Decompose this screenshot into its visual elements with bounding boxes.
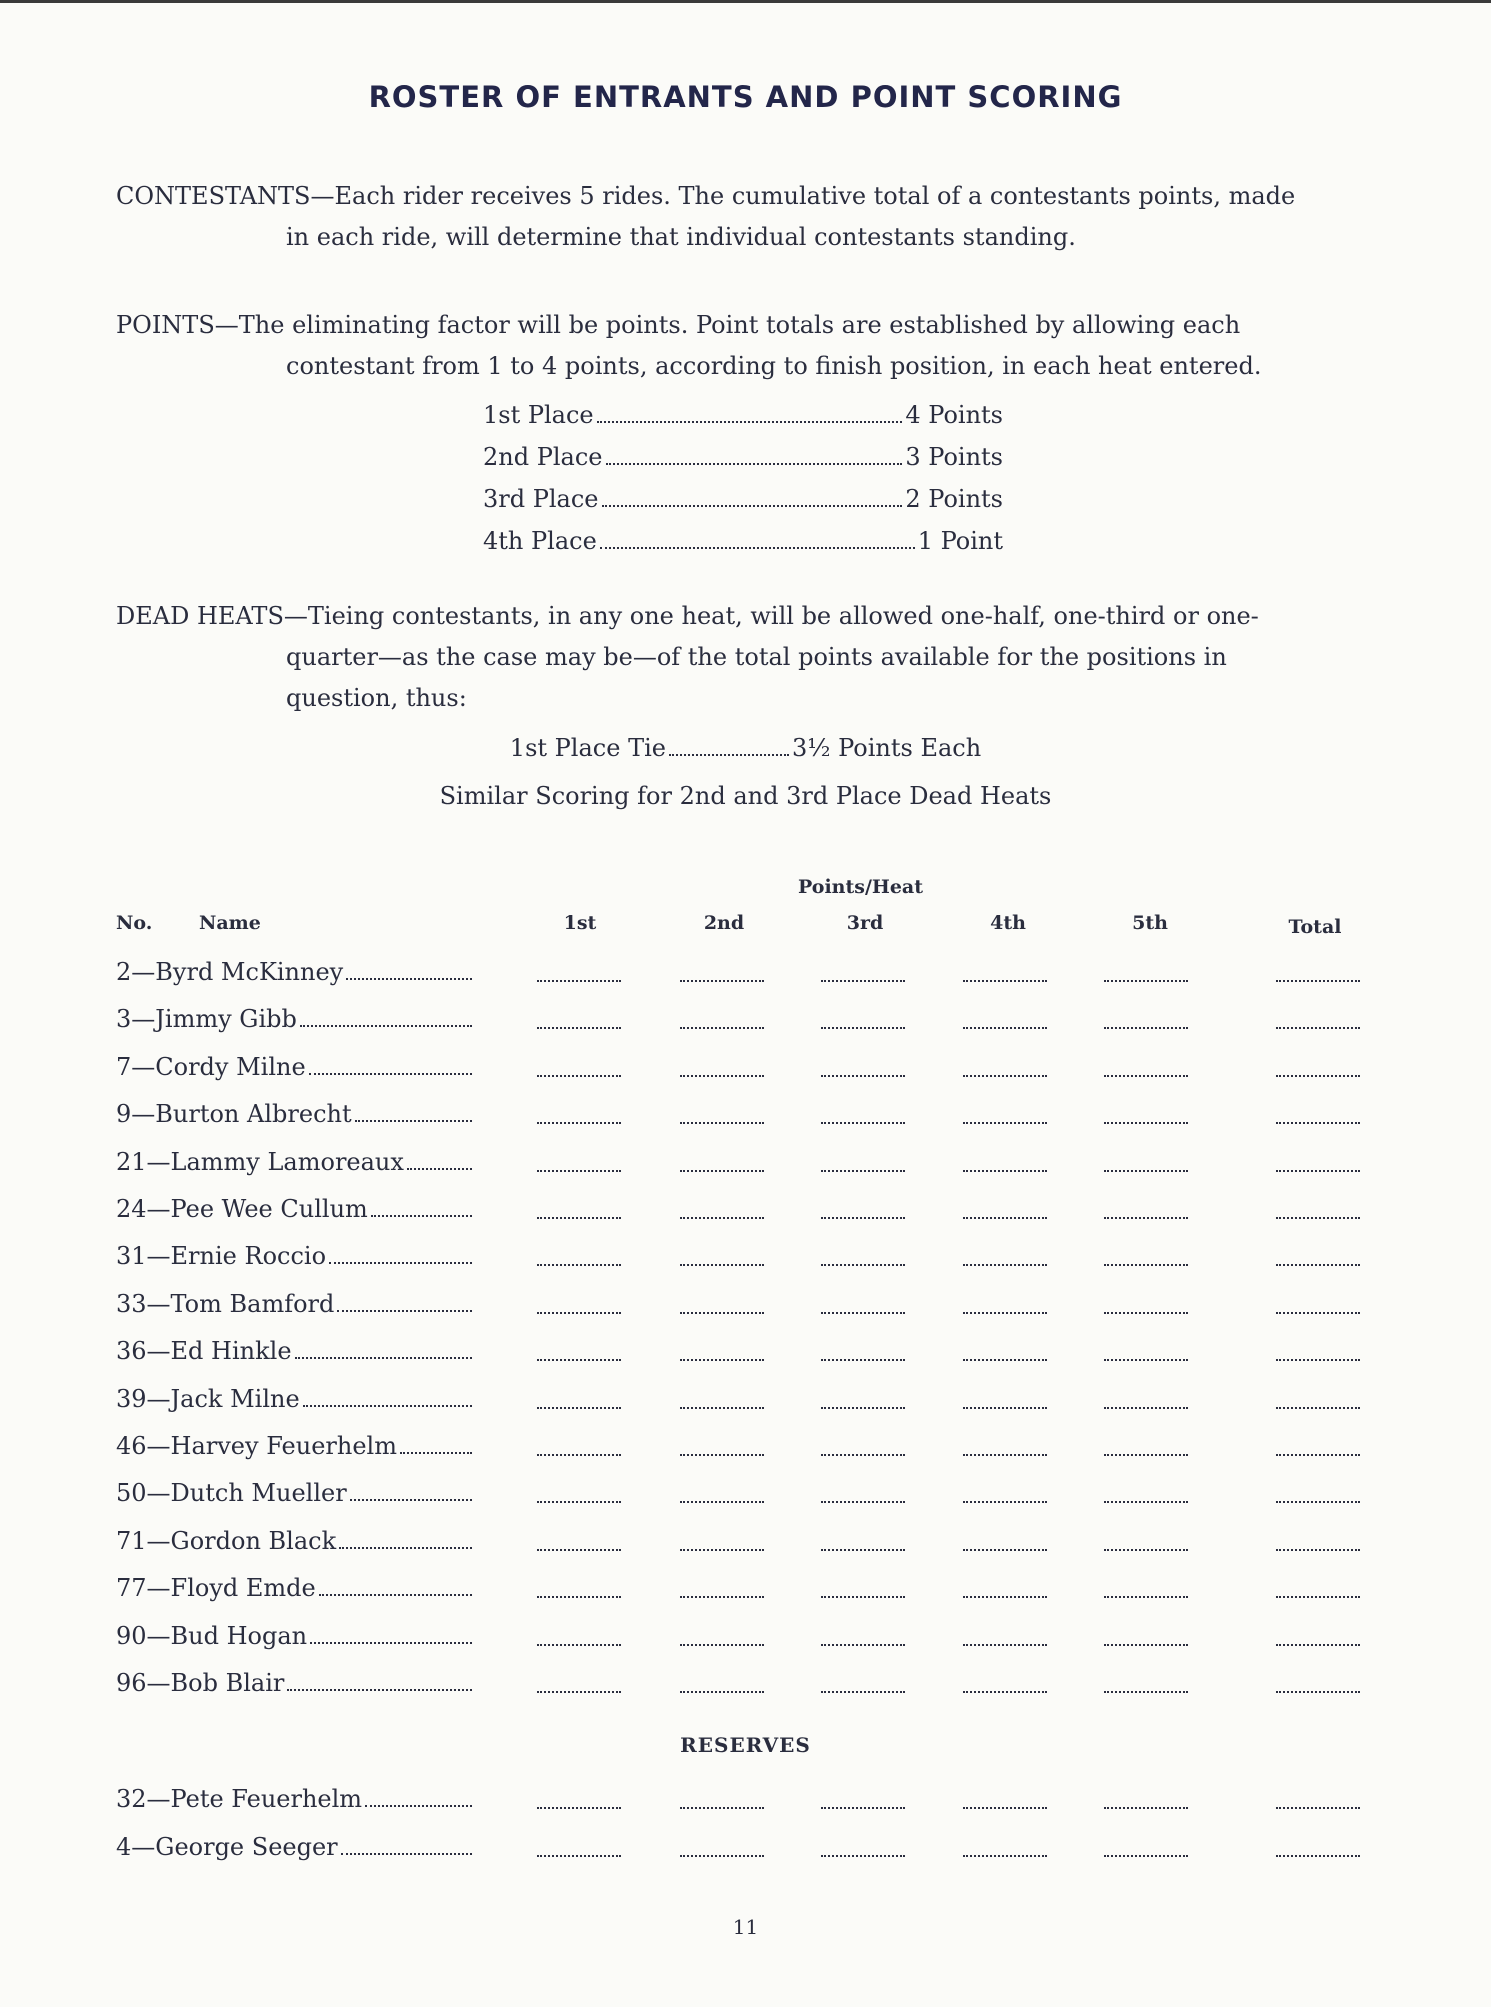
heat-points-blank[interactable] bbox=[1104, 1691, 1188, 1693]
heat-points-blank[interactable] bbox=[537, 1359, 621, 1361]
entrant-name: 2—Byrd McKinney bbox=[116, 958, 344, 986]
heat-points-blank[interactable] bbox=[821, 980, 905, 982]
roster-row bbox=[0, 1242, 1491, 1282]
leader-dots bbox=[371, 1215, 472, 1217]
leader-dots bbox=[600, 547, 915, 549]
heat-points-blank[interactable] bbox=[537, 1217, 621, 1219]
heat-points-blank[interactable] bbox=[1104, 1075, 1188, 1077]
dead-heats-text-2: quarter—as the case may be—of the total points available for the positions in bbox=[286, 643, 1227, 671]
dead-heats-label: DEAD HEATS bbox=[116, 602, 284, 630]
heat-points-blank[interactable] bbox=[963, 1217, 1047, 1219]
contestants-text-2: in each ride, will determine that individual contestants standing. bbox=[286, 223, 1076, 251]
heat-points-blank[interactable] bbox=[963, 1407, 1047, 1409]
total-points-blank[interactable] bbox=[1276, 1075, 1360, 1077]
heat-points-blank[interactable] bbox=[1104, 1454, 1188, 1456]
leader-dots bbox=[339, 1547, 472, 1549]
scale-row bbox=[483, 478, 1003, 520]
heat-points-blank[interactable] bbox=[537, 1501, 621, 1503]
page-title: ROSTER OF ENTRANTS AND POINT SCORING bbox=[368, 80, 1123, 114]
heat-points-blank[interactable] bbox=[1104, 1644, 1188, 1646]
entrant-name: 32—Pete Feuerhelm bbox=[116, 1785, 363, 1813]
roster-row bbox=[0, 1100, 1491, 1140]
leader-dots bbox=[295, 1357, 472, 1359]
entrant-name-cell bbox=[116, 1385, 472, 1413]
entrant-name-cell bbox=[116, 1833, 472, 1861]
heat-points-blank[interactable] bbox=[1104, 1807, 1188, 1809]
entrant-name: 4—George Seeger bbox=[116, 1833, 338, 1861]
entrant-name-cell bbox=[116, 1527, 472, 1555]
heat-points-blank[interactable] bbox=[680, 1027, 764, 1029]
entrant-name-cell bbox=[116, 958, 472, 986]
heat-points-blank[interactable] bbox=[963, 1454, 1047, 1456]
heat-points-blank[interactable] bbox=[1104, 1359, 1188, 1361]
leader-dots bbox=[350, 1499, 472, 1501]
points-scale bbox=[483, 394, 1003, 562]
heat-points-blank[interactable] bbox=[1104, 1501, 1188, 1503]
entrant-name: 90—Bud Hogan bbox=[116, 1621, 308, 1650]
heat-points-blank[interactable] bbox=[963, 1644, 1047, 1646]
roster-row bbox=[0, 1337, 1491, 1377]
heat-points-blank[interactable] bbox=[963, 1691, 1047, 1693]
top-rule bbox=[0, 0, 1491, 3]
heat-points-blank[interactable] bbox=[537, 1122, 621, 1124]
heat-points-blank[interactable] bbox=[1104, 1170, 1188, 1172]
scale-points: 3 Points bbox=[905, 443, 1003, 471]
heat-points-blank[interactable] bbox=[963, 1359, 1047, 1361]
heat-points-blank[interactable] bbox=[537, 1407, 621, 1409]
heat-points-blank[interactable] bbox=[537, 1691, 621, 1693]
heat-points-blank[interactable] bbox=[680, 1407, 764, 1409]
heat-points-blank[interactable] bbox=[963, 1549, 1047, 1551]
contestants-label: CONTESTANTS bbox=[116, 182, 311, 210]
tie-place: 1st Place Tie bbox=[509, 734, 666, 762]
heat-points-blank[interactable] bbox=[963, 1501, 1047, 1503]
dead-heats-text-3: question, thus: bbox=[286, 684, 467, 712]
contestants-text-1: —Each rider receives 5 rides. The cumulative total of a contestants points, made bbox=[310, 182, 1296, 210]
roster-row bbox=[0, 1479, 1491, 1519]
entrant-name-cell bbox=[116, 1479, 472, 1507]
leader-dots bbox=[303, 1405, 472, 1407]
leader-dots bbox=[407, 1168, 472, 1170]
heat-points-blank[interactable] bbox=[821, 1691, 905, 1693]
leader-dots bbox=[310, 1642, 472, 1644]
heat-points-blank[interactable] bbox=[821, 1807, 905, 1809]
heat-points-blank[interactable] bbox=[821, 1170, 905, 1172]
total-points-blank[interactable] bbox=[1276, 1501, 1360, 1503]
heat-points-blank[interactable] bbox=[680, 1807, 764, 1809]
heat-2-header: 2nd bbox=[703, 912, 745, 934]
heat-points-blank[interactable] bbox=[1104, 1407, 1188, 1409]
total-header: Total bbox=[1288, 916, 1342, 938]
leader-dots bbox=[606, 463, 903, 465]
contestants-paragraph bbox=[116, 176, 1360, 258]
total-points-blank[interactable] bbox=[1276, 1644, 1360, 1646]
leader-dots bbox=[300, 1025, 472, 1027]
entrant-name: 36—Ed Hinkle bbox=[116, 1337, 292, 1366]
heat-points-blank[interactable] bbox=[963, 1807, 1047, 1809]
heat-points-blank[interactable] bbox=[963, 1312, 1047, 1314]
roster-row bbox=[0, 1385, 1491, 1425]
heat-5-header: 5th bbox=[1132, 912, 1168, 934]
heat-points-blank[interactable] bbox=[680, 1217, 764, 1219]
heat-points-blank[interactable] bbox=[821, 1027, 905, 1029]
heat-points-blank[interactable] bbox=[537, 1264, 621, 1266]
heat-points-blank[interactable] bbox=[537, 1596, 621, 1598]
leader-dots bbox=[597, 421, 903, 423]
entrant-name: 46—Harvey Feuerhelm bbox=[116, 1432, 397, 1460]
roster-row bbox=[0, 1053, 1491, 1093]
heat-points-blank[interactable] bbox=[1104, 1217, 1188, 1219]
leader-dots bbox=[365, 1805, 472, 1807]
points-label: POINTS bbox=[116, 311, 215, 339]
roster-row bbox=[0, 958, 1491, 998]
heat-points-blank[interactable] bbox=[1104, 1855, 1188, 1857]
roster-row bbox=[0, 1005, 1491, 1045]
scale-place: 1st Place bbox=[483, 401, 594, 429]
similar-scoring-note: Similar Scoring for 2nd and 3rd Place Dead Heats bbox=[439, 782, 1052, 810]
heat-points-blank[interactable] bbox=[680, 1454, 764, 1456]
leader-dots bbox=[287, 1689, 472, 1691]
heat-points-blank[interactable] bbox=[821, 1122, 905, 1124]
page-number: 11 bbox=[732, 1915, 759, 1939]
scale-place: 2nd Place bbox=[483, 443, 603, 471]
entrant-name: 3—Jimmy Gibb bbox=[116, 1005, 297, 1034]
roster-row bbox=[0, 1148, 1491, 1188]
scale-points: 1 Point bbox=[917, 527, 1003, 555]
heat-points-blank[interactable] bbox=[821, 1549, 905, 1551]
heat-points-blank[interactable] bbox=[680, 1170, 764, 1172]
leader-dots bbox=[329, 1262, 472, 1264]
name-column-header: Name bbox=[199, 912, 261, 934]
total-points-blank[interactable] bbox=[1276, 1264, 1360, 1266]
scale-row bbox=[483, 520, 1003, 562]
heat-points-blank[interactable] bbox=[821, 1644, 905, 1646]
entrant-name-cell bbox=[116, 1242, 472, 1270]
points-text-1: —The eliminating factor will be points. Point totals are established by allowing each bbox=[214, 311, 1241, 339]
scale-points: 2 Points bbox=[905, 485, 1003, 513]
total-points-blank[interactable] bbox=[1276, 1170, 1360, 1172]
heat-points-blank[interactable] bbox=[963, 1170, 1047, 1172]
heat-points-blank[interactable] bbox=[680, 1075, 764, 1077]
heat-points-blank[interactable] bbox=[1104, 1312, 1188, 1314]
entrant-name: 21—Lammy Lamoreaux bbox=[116, 1147, 404, 1176]
roster-row bbox=[0, 1290, 1491, 1330]
heat-points-blank[interactable] bbox=[680, 1122, 764, 1124]
roster-row bbox=[0, 1574, 1491, 1614]
heat-points-blank[interactable] bbox=[680, 1501, 764, 1503]
points-text-2: contestant from 1 to 4 points, according to finish position, in each heat entered. bbox=[286, 352, 1262, 380]
heat-points-blank[interactable] bbox=[963, 1855, 1047, 1857]
heat-points-blank[interactable] bbox=[680, 1549, 764, 1551]
entrant-name: 71—Gordon Black bbox=[116, 1526, 337, 1555]
entrant-name-cell bbox=[116, 1195, 472, 1223]
entrant-name: 24—Pee Wee Cullum bbox=[116, 1195, 368, 1223]
heat-points-blank[interactable] bbox=[1104, 1264, 1188, 1266]
leader-dots bbox=[337, 1310, 472, 1312]
roster-row bbox=[0, 1527, 1491, 1567]
heat-points-blank[interactable] bbox=[537, 1312, 621, 1314]
heat-points-blank[interactable] bbox=[963, 1027, 1047, 1029]
heat-4-header: 4th bbox=[990, 912, 1026, 934]
leader-dots bbox=[355, 1120, 472, 1122]
roster-row bbox=[0, 1622, 1491, 1662]
heat-points-blank[interactable] bbox=[963, 1264, 1047, 1266]
reserve-row bbox=[0, 1833, 1491, 1873]
heat-points-blank[interactable] bbox=[537, 1170, 621, 1172]
leader-dots bbox=[669, 754, 789, 756]
heat-points-blank[interactable] bbox=[963, 1122, 1047, 1124]
heat-points-blank[interactable] bbox=[537, 1855, 621, 1857]
entrant-name-cell bbox=[116, 1337, 472, 1365]
no-column-header: No. bbox=[116, 912, 153, 934]
heat-points-blank[interactable] bbox=[680, 1312, 764, 1314]
roster-row bbox=[0, 1432, 1491, 1472]
heat-points-blank[interactable] bbox=[680, 1596, 764, 1598]
points-paragraph bbox=[116, 305, 1360, 387]
heat-points-blank[interactable] bbox=[821, 1217, 905, 1219]
leader-dots bbox=[309, 1073, 472, 1075]
heat-points-blank[interactable] bbox=[1104, 1122, 1188, 1124]
heat-points-blank[interactable] bbox=[680, 1359, 764, 1361]
entrant-name-cell bbox=[116, 1432, 472, 1460]
reserves-header: RESERVES bbox=[680, 1733, 811, 1757]
entrant-name-cell bbox=[116, 1148, 472, 1176]
tie-example bbox=[0, 734, 1491, 763]
heat-points-blank[interactable] bbox=[1104, 1027, 1188, 1029]
points-per-heat-header: Points/Heat bbox=[798, 876, 924, 898]
total-points-blank[interactable] bbox=[1276, 1359, 1360, 1361]
total-points-blank[interactable] bbox=[1276, 1549, 1360, 1551]
entrant-name: 9—Burton Albrecht bbox=[116, 1100, 352, 1129]
heat-points-blank[interactable] bbox=[963, 1596, 1047, 1598]
total-points-blank[interactable] bbox=[1276, 1807, 1360, 1809]
heat-points-blank[interactable] bbox=[821, 1407, 905, 1409]
entrant-name: 77—Floyd Emde bbox=[116, 1574, 316, 1603]
heat-points-blank[interactable] bbox=[537, 1644, 621, 1646]
dead-heats-paragraph bbox=[116, 596, 1360, 719]
heat-points-blank[interactable] bbox=[963, 1075, 1047, 1077]
leader-dots bbox=[341, 1853, 472, 1855]
leader-dots bbox=[602, 505, 903, 507]
total-points-blank[interactable] bbox=[1276, 1027, 1360, 1029]
tie-points: 3½ Points Each bbox=[791, 734, 982, 762]
entrant-name-cell bbox=[116, 1785, 472, 1813]
heat-points-blank[interactable] bbox=[537, 1027, 621, 1029]
heat-3-header: 3rd bbox=[846, 912, 884, 934]
heat-points-blank[interactable] bbox=[537, 1454, 621, 1456]
scale-points: 4 Points bbox=[905, 401, 1003, 429]
entrant-name: 96—Bob Blair bbox=[116, 1669, 285, 1697]
entrant-name: 39—Jack Milne bbox=[116, 1384, 300, 1413]
total-points-blank[interactable] bbox=[1276, 1407, 1360, 1409]
heat-points-blank[interactable] bbox=[821, 1501, 905, 1503]
entrant-name-cell bbox=[116, 1053, 472, 1081]
heat-points-blank[interactable] bbox=[821, 1312, 905, 1314]
heat-points-blank[interactable] bbox=[537, 980, 621, 982]
entrant-name-cell bbox=[116, 1005, 472, 1033]
total-points-blank[interactable] bbox=[1276, 1691, 1360, 1693]
entrant-name-cell bbox=[116, 1574, 472, 1602]
heat-points-blank[interactable] bbox=[963, 980, 1047, 982]
scale-row bbox=[483, 436, 1003, 478]
heat-points-blank[interactable] bbox=[680, 1855, 764, 1857]
leader-dots bbox=[400, 1452, 472, 1454]
heat-points-blank[interactable] bbox=[821, 1454, 905, 1456]
entrant-name-cell bbox=[116, 1669, 472, 1697]
entrant-name-cell bbox=[116, 1100, 472, 1128]
heat-points-blank[interactable] bbox=[680, 1691, 764, 1693]
dead-heats-text-1: —Tieing contestants, in any one heat, will be allowed one-half, one-third or one- bbox=[283, 602, 1259, 630]
scale-row bbox=[483, 394, 1003, 436]
heat-points-blank[interactable] bbox=[821, 1596, 905, 1598]
entrant-name: 50—Dutch Mueller bbox=[116, 1479, 347, 1508]
entrant-name: 7—Cordy Milne bbox=[116, 1052, 306, 1081]
roster-row bbox=[0, 1669, 1491, 1709]
leader-dots bbox=[319, 1594, 472, 1596]
heat-points-blank[interactable] bbox=[680, 1644, 764, 1646]
total-points-blank[interactable] bbox=[1276, 1312, 1360, 1314]
entrant-name-cell bbox=[116, 1290, 472, 1318]
total-points-blank[interactable] bbox=[1276, 980, 1360, 982]
scale-place: 3rd Place bbox=[483, 485, 599, 513]
entrant-name: 31—Ernie Roccio bbox=[116, 1242, 327, 1271]
heat-points-blank[interactable] bbox=[537, 1075, 621, 1077]
total-points-blank[interactable] bbox=[1276, 1855, 1360, 1857]
heat-points-blank[interactable] bbox=[680, 1264, 764, 1266]
entrant-name-cell bbox=[116, 1622, 472, 1650]
leader-dots bbox=[346, 978, 472, 980]
heat-points-blank[interactable] bbox=[1104, 980, 1188, 982]
heat-points-blank[interactable] bbox=[821, 1075, 905, 1077]
heat-points-blank[interactable] bbox=[1104, 1596, 1188, 1598]
scale-place: 4th Place bbox=[483, 527, 597, 555]
total-points-blank[interactable] bbox=[1276, 1596, 1360, 1598]
reserve-row bbox=[0, 1785, 1491, 1825]
heat-points-blank[interactable] bbox=[821, 1359, 905, 1361]
heat-points-blank[interactable] bbox=[680, 980, 764, 982]
heat-points-blank[interactable] bbox=[1104, 1549, 1188, 1551]
heat-points-blank[interactable] bbox=[537, 1807, 621, 1809]
heat-points-blank[interactable] bbox=[537, 1549, 621, 1551]
total-points-blank[interactable] bbox=[1276, 1122, 1360, 1124]
heat-points-blank[interactable] bbox=[821, 1264, 905, 1266]
total-points-blank[interactable] bbox=[1276, 1217, 1360, 1219]
total-points-blank[interactable] bbox=[1276, 1454, 1360, 1456]
heat-points-blank[interactable] bbox=[821, 1855, 905, 1857]
roster-row bbox=[0, 1195, 1491, 1235]
entrant-name: 33—Tom Bamford bbox=[116, 1289, 335, 1318]
heat-1-header: 1st bbox=[563, 912, 597, 934]
